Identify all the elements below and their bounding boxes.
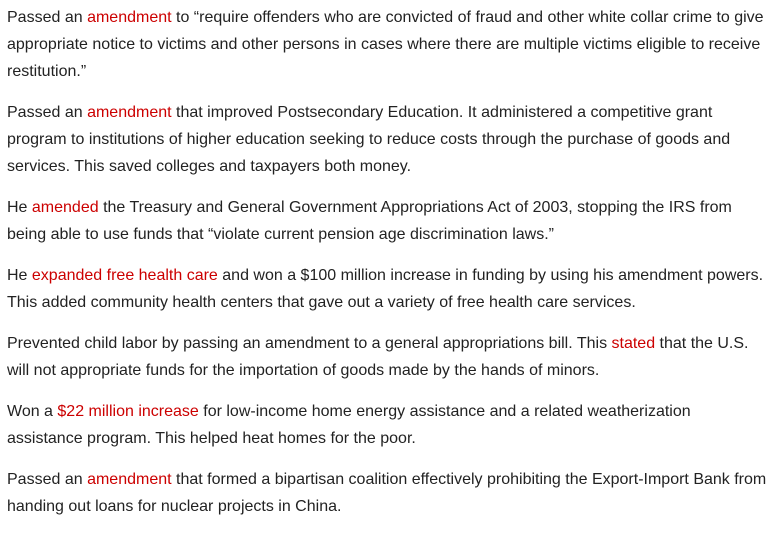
paragraph-child-labor [7,330,767,384]
paragraph-text: He [7,199,32,216]
paragraph-text: that the U.S. will not appropriate funds for the importation of goods made by the hands of minors. [7,335,749,379]
paragraph-text: Passed an [7,104,88,121]
amended-link[interactable]: amended [31,199,99,216]
paragraph-text: to “require offenders who are convicted of fraud and other white collar crime to give appropriate notice to victims and other persons in cases where there are multiple victims eligible to receive restitution.” [7,9,764,80]
stated-link[interactable]: stated [611,335,656,352]
paragraph-text: the Treasury and General Government Appropriations Act of 2003, stopping the IRS from being able to use funds that “violate current pension age discrimination laws.” [7,199,732,243]
paragraph-postsecondary-education [7,99,767,180]
amendment-link[interactable]: amendment [87,471,172,488]
paragraph-health-care [7,262,767,316]
paragraph-energy-assistance [7,398,767,452]
amendment-link[interactable]: amendment [87,104,172,121]
amendment-link[interactable]: amendment [87,9,172,26]
paragraph-text: Won a [7,403,58,420]
paragraph-text: that formed a bipartisan coalition effectively prohibiting the Export-Import Bank from handing out loans for nuclear projects in China. [7,471,767,515]
article-body [7,4,767,534]
paragraph-text: for low-income home energy assistance and a related weatherization assistance program. This helped heat homes for the poor. [7,403,691,447]
paragraph-text: Passed an [7,471,88,488]
paragraph-export-import-bank [7,466,767,520]
paragraph-fraud-restitution [7,4,767,85]
paragraph-text: He [7,267,32,284]
paragraph-treasury-act [7,194,767,248]
paragraph-text: Passed an [7,9,88,26]
22-million-increase-link[interactable]: $22 million increase [57,403,199,420]
paragraph-text: that improved Postsecondary Education. It administered a competitive grant program to institutions of higher education seeking to reduce costs through the purchase of goods and services. This saved colleges and taxpayers both money. [7,104,731,175]
expanded-free-health-care-link[interactable]: expanded free health care [31,267,218,284]
paragraph-text: Prevented child labor by passing an amendment to a general appropriations bill. This [7,335,612,352]
paragraph-text: and won a $100 million increase in funding by using his amendment powers. This added community health centers that gave out a variety of free health care services. [7,267,764,311]
